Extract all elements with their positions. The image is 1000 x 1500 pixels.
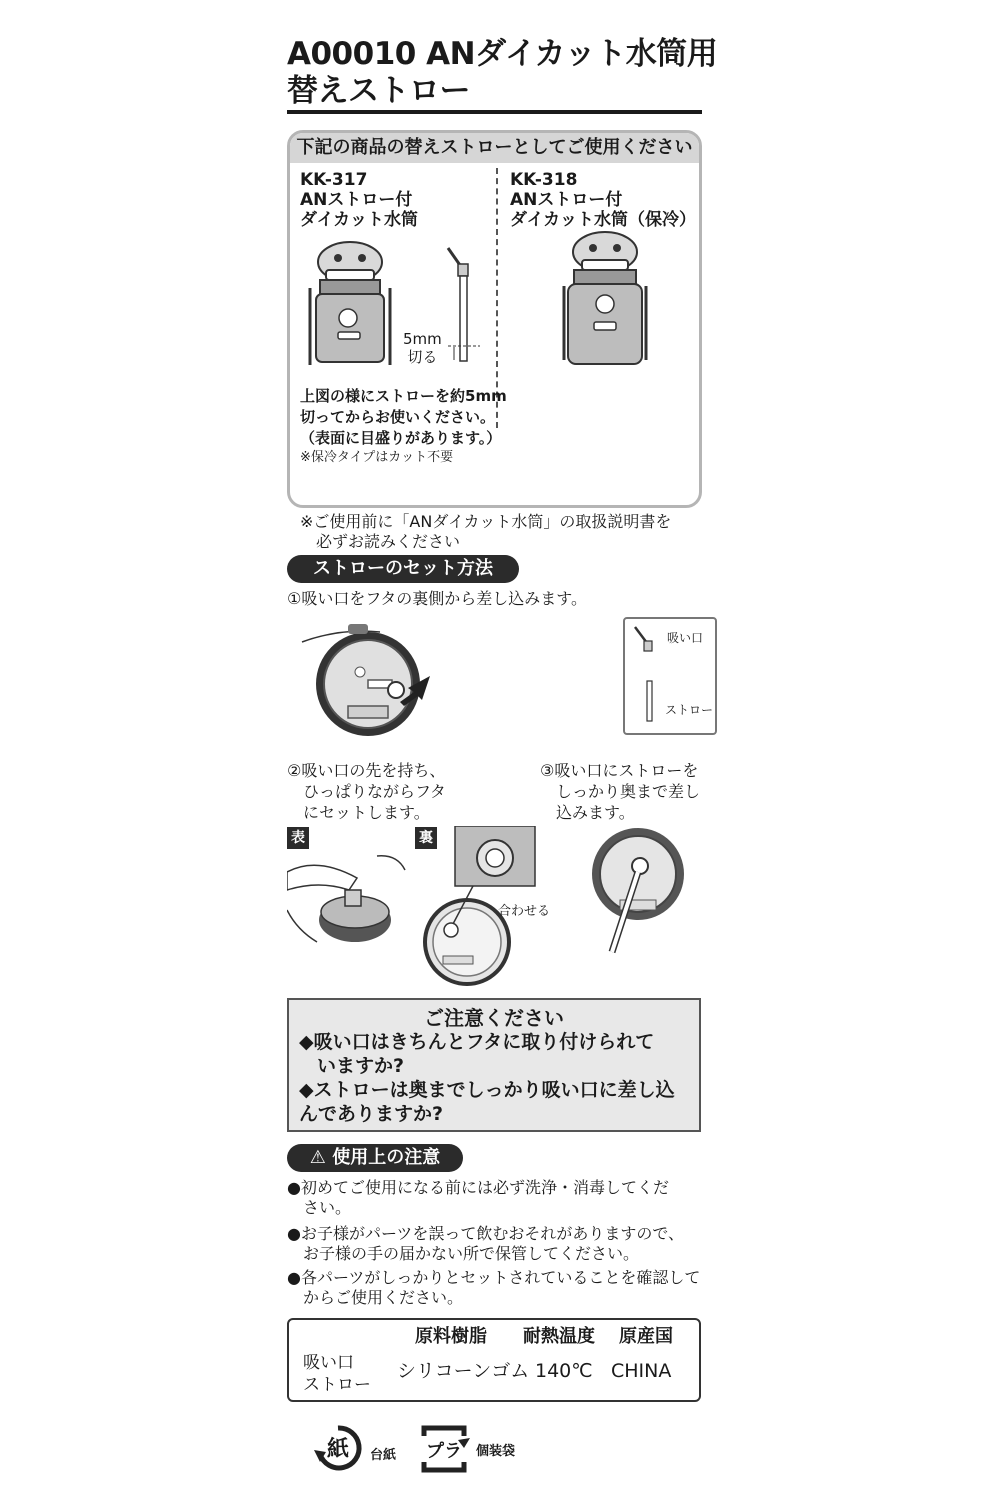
usage-bullet-3-line2: からご使用ください。: [303, 1288, 464, 1307]
usage-bullet-1-line2: さい。: [303, 1198, 352, 1217]
model-left-code: KK-317: [300, 170, 368, 190]
lid-front-hand-illustration: [287, 850, 407, 950]
tag-front: 表: [287, 827, 309, 849]
setup-heading: ストローのセット方法: [287, 555, 519, 583]
spec-header-heat: 耐熱温度: [523, 1326, 595, 1347]
part-label-mouthpiece: 吸い口: [667, 631, 704, 645]
cut-note-2: 切ってからお使いください。: [300, 408, 496, 426]
caution-item-1: [289, 1030, 699, 1078]
part-label-straw: ストロー: [665, 703, 714, 717]
title-line-2: 替えストロー: [287, 73, 470, 109]
bottle-illustration-left: [300, 240, 400, 370]
align-label: 合わせる: [498, 904, 551, 919]
spec-row-name-2: ストロー: [303, 1375, 371, 1395]
spec-heat-value: 140℃: [535, 1360, 593, 1382]
paper-recycle-label: 台紙: [370, 1448, 397, 1463]
model-left-name2: ダイカット水筒: [300, 210, 418, 230]
cut-note-3: （表面に目盛りがあります。）: [300, 429, 502, 447]
cut-label-size: 5mm: [403, 330, 442, 348]
caution-item-2-line2: んでありますか?: [299, 1103, 444, 1125]
usage-bullet-1-line1: ●初めてご使用になる前には必ず洗浄・消毒してくだ: [287, 1178, 669, 1197]
plastic-mark-text: プラ: [426, 1441, 462, 1462]
step-3-line3: 込みます。: [556, 803, 635, 822]
usage-heading: [287, 1144, 463, 1172]
step-3-line1: ③吸い口にストローを: [540, 761, 699, 780]
caution-item-2: [289, 1078, 699, 1126]
step-1-text: ①吸い口をフタの裏側から差し込みます。: [287, 589, 587, 608]
spec-origin-value: CHINA: [611, 1360, 672, 1382]
caution-box: [287, 998, 701, 1132]
model-right: [510, 170, 696, 230]
straw-illustration-left: [440, 244, 490, 369]
usage-bullet-2-line1: ●お子様がパーツを誤って飲むおそれがありますので、: [287, 1224, 685, 1243]
caution-item-2-line1: ◆ストローは奥までしっかり吸い口に差し込: [299, 1079, 675, 1101]
usage-bullet-2-line2: お子様の手の届かない所で保管してください。: [303, 1244, 640, 1263]
spec-row-name-1: 吸い口: [303, 1353, 354, 1373]
plastic-recycle-label: 個装袋: [476, 1444, 516, 1459]
model-right-name1: ANストロー付: [510, 190, 623, 210]
caution-item-1-line2: いますか?: [317, 1055, 405, 1077]
spec-row-name: [303, 1352, 371, 1396]
manual-note-line1: ※ご使用前に「ANダイカット水筒」の取扱説明書を: [300, 512, 672, 531]
manual-note-line2: 必ずお読みください: [316, 532, 461, 551]
step-3-line2: しっかり奥まで差し: [556, 782, 701, 801]
title-underline: [287, 110, 702, 114]
step-2-line3: にセットします。: [303, 803, 430, 822]
model-right-code: KK-318: [510, 170, 578, 190]
usage-bullet-3: [287, 1268, 700, 1308]
cut-instructions: [300, 386, 507, 467]
cut-note-1: 上図の様にストローを約5mm: [300, 387, 507, 405]
cut-label-word: 切る: [407, 348, 438, 366]
paper-recycle-icon: [312, 1424, 364, 1472]
model-left: [300, 170, 418, 230]
step-2-line2: ひっぱりながらフタ: [303, 782, 446, 801]
usage-bullet-3-line1: ●各パーツがしっかりとセットされていることを確認して: [287, 1268, 701, 1287]
caution-title: ご注意ください: [424, 1006, 564, 1030]
spec-header-origin: 原産国: [619, 1326, 673, 1347]
straw-insert-illustration: [590, 824, 700, 956]
model-right-name2: ダイカット水筒（保冷）: [510, 210, 696, 230]
step-2-text: [287, 760, 446, 823]
usage-bullet-2: [287, 1224, 684, 1264]
bottle-illustration-right: [560, 228, 650, 370]
step-3-text: [540, 760, 700, 823]
tag-back: 裏: [415, 827, 437, 849]
model-left-name1: ANストロー付: [300, 190, 413, 210]
manual-note: [300, 512, 671, 552]
step-2-line1: ②吸い口の先を持ち、: [287, 761, 446, 780]
caution-item-1-line1: ◆吸い口はきちんとフタに取り付けられて: [299, 1031, 655, 1053]
compatibility-heading: 下記の商品の替えストローとしてご使用ください: [290, 133, 699, 163]
plastic-recycle-icon: [418, 1424, 470, 1474]
spec-material-value: シリコーンゴム: [397, 1360, 530, 1382]
usage-heading-label: 使用上の注意: [332, 1147, 441, 1168]
spec-header-material: 原料樹脂: [415, 1326, 487, 1347]
page-title: [287, 36, 717, 110]
title-line-1: A00010 ANダイカット水筒用: [287, 36, 718, 72]
paper-mark-text: 紙: [326, 1437, 349, 1462]
lid-back-illustration: [300, 618, 440, 746]
cut-label: [403, 330, 442, 366]
parts-box: [623, 617, 717, 735]
usage-bullet-1: [287, 1178, 669, 1218]
cut-note-4: ※保冷タイプはカット不要: [300, 450, 454, 465]
warning-icon: ⚠: [309, 1147, 326, 1168]
spec-table: [287, 1318, 701, 1402]
